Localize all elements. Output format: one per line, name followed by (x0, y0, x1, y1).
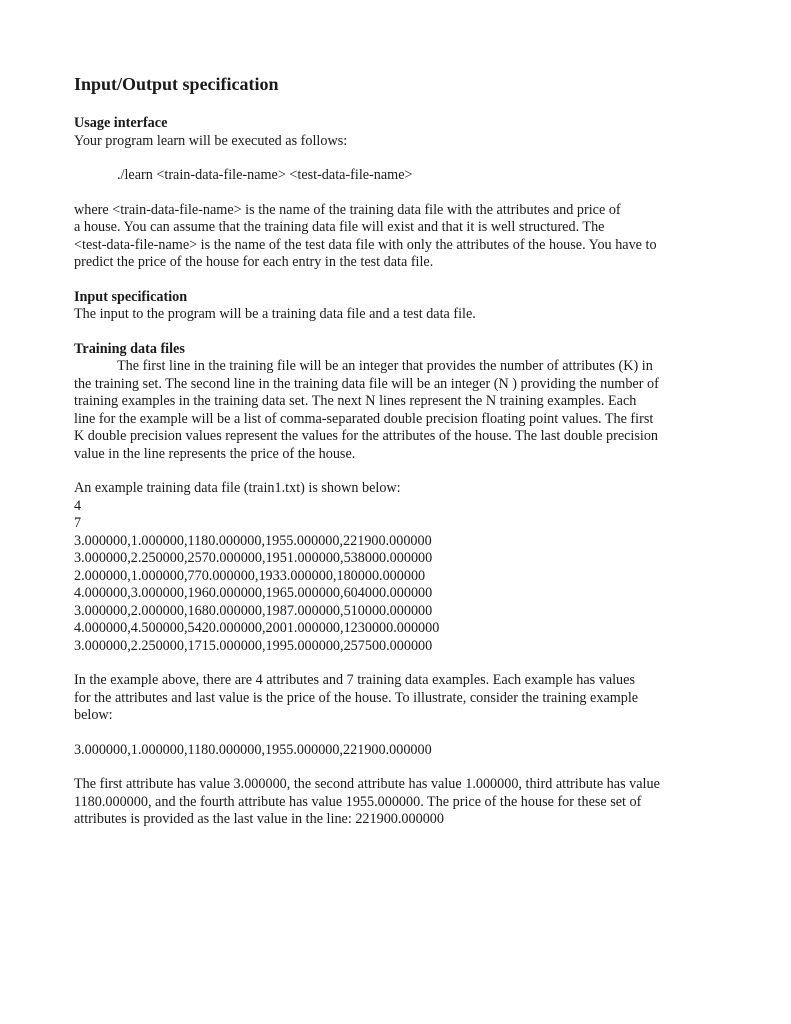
training-heading: Training data files (74, 340, 185, 357)
usage-command: ./learn <train-data-file-name> <test-data-file-name> (117, 167, 413, 183)
training-line: value in the line represents the price of the house. (74, 445, 356, 462)
training-line: line for the example will be a list of comma-separated double precision floating point values. The first (74, 410, 654, 427)
example-intro: An example training data file (train1.txt) is shown below: (74, 480, 401, 496)
example-data-line: 4.000000,3.000000,1960.000000,1965.000000,604000.000000 (74, 585, 433, 601)
example-data-line: 7 (74, 515, 82, 531)
sample-line: 3.000000,1.000000,1180.000000,1955.000000,221900.000000 (74, 741, 432, 758)
document-page (74, 73, 724, 829)
page-title: Input/Output specification (74, 74, 279, 94)
example-data-line: 3.000000,2.000000,1680.000000,1987.000000,510000.000000 (74, 602, 433, 619)
usage-line: <test-data-file-name> is the name of the test data file with only the attributes of the house. You have to (74, 236, 657, 253)
training-line: K double precision values represent the values for the attributes of the house. The last double precision (74, 428, 659, 444)
input-spec-heading: Input specification (74, 288, 188, 305)
explain-line: for the attributes and last value is the price of the house. To illustrate, consider the training example (74, 689, 639, 706)
final-line: 1180.000000, and the fourth attribute has value 1955.000000. The price of the house for these set of (74, 793, 642, 810)
explain-line: In the example above, there are 4 attributes and 7 training data examples. Each example has values (74, 672, 635, 688)
example-data-line: 2.000000,1.000000,770.000000,1933.000000,180000.000000 (74, 567, 426, 584)
final-line: The first attribute has value 3.000000, the second attribute has value 1.000000, third attribute has value (74, 776, 660, 792)
example-data-line: 3.000000,2.250000,1715.000000,1995.000000,257500.000000 (74, 637, 433, 654)
input-spec-text: The input to the program will be a training data file and a test data file. (74, 306, 476, 322)
usage-line: a house. You can assume that the training data file will exist and that it is well structured. The (74, 219, 605, 235)
usage-heading: Usage interface (74, 115, 168, 131)
example-data-line: 4.000000,4.500000,5420.000000,2001.000000,1230000.000000 (74, 620, 440, 636)
training-line: The first line in the training file will be an integer that provides the number of attributes (K) in (117, 358, 653, 374)
training-line: the training set. The second line in the training data file will be an integer (N ) providing the number of (74, 375, 659, 392)
explain-line: below: (74, 707, 113, 723)
usage-line: predict the price of the house for each entry in the test data file. (74, 254, 434, 270)
final-line: attributes is provided as the last value in the line: 221900.000000 (74, 811, 444, 827)
usage-line: where <train-data-file-name> is the name of the training data file with the attributes and price of (74, 201, 621, 218)
example-data-line: 3.000000,2.250000,2570.000000,1951.000000,538000.000000 (74, 550, 433, 566)
example-data-line: 3.000000,1.000000,1180.000000,1955.000000,221900.000000 (74, 532, 432, 549)
usage-intro: Your program learn will be executed as follows: (74, 132, 348, 149)
training-line: training examples in the training data set. The next N lines represent the N training examples. Each (74, 393, 637, 409)
example-data-line: 4 (74, 497, 82, 514)
